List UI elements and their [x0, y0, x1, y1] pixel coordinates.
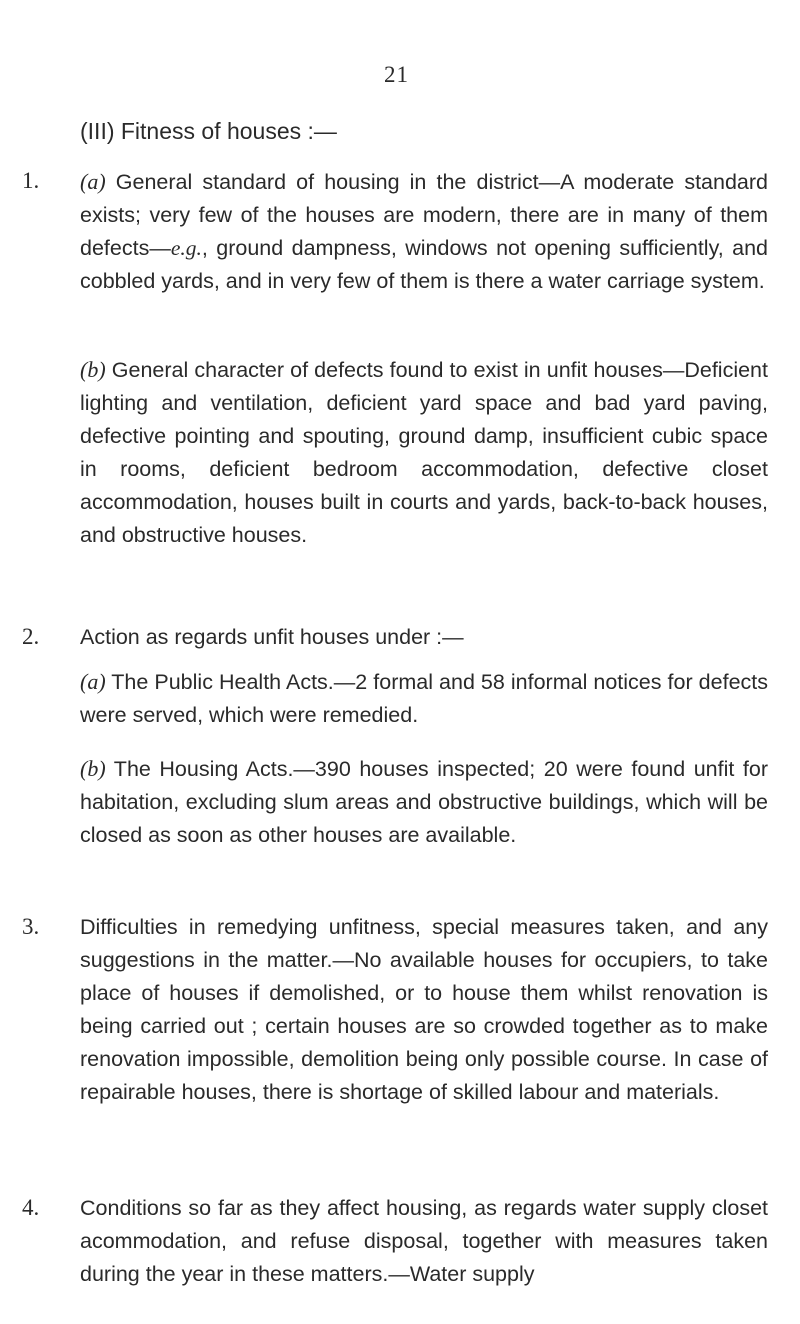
paragraph-label: (a) [80, 169, 106, 194]
paragraph-1a [80, 165, 768, 298]
paragraph-3: Difficulties in remedying unfitness, special measures taken, and any suggestions in the matter.—No available houses for occupiers, to take place of houses if demolished, or to house them whilst renovation is being carried out ; certain houses are so crowded together as to make renovation impossible, demolition being only possible course. In case of repairable houses, there is shortage of skilled labour and materials. [80, 915, 768, 1104]
paragraph-label: (a) [80, 669, 106, 694]
paragraph-text: General standard of housing in the district—A moderate standard exists; very few of the houses are modern, there are in many of them defects— [80, 170, 768, 260]
paragraph-text: The Public Health Acts.—2 formal and 58 informal notices for defects were served, which were remedied. [80, 670, 768, 727]
section-number: 3. [22, 914, 40, 939]
paragraph-2a [80, 665, 768, 732]
section-number: 2. [22, 624, 40, 649]
section-number: 4. [22, 1195, 40, 1220]
paragraph-italic: e.g. [170, 236, 202, 260]
paragraph-text-after: , ground dampness, windows not opening sufficiently, and cobbled yards, and in very few of them is there a water carriage system. [80, 236, 768, 293]
paragraph-text: The Housing Acts.—390 houses inspected; 20 were found unfit for habitation, excluding slum areas and obstructive buildings, which will be closed as soon as other houses are available. [80, 757, 768, 847]
page-number: 21 [384, 62, 409, 87]
paragraph-label: (b) [80, 756, 106, 781]
section-heading: (III) Fitness of houses :— [80, 118, 337, 144]
paragraph-4: Conditions so far as they affect housing, as regards water supply closet acommodation, and refuse disposal, together with measures taken during the year in these matters.—Water supply [80, 1196, 768, 1286]
section-number: 1. [22, 168, 40, 193]
paragraph-1b [80, 353, 768, 552]
paragraph-2b [80, 752, 768, 852]
paragraph-label: (b) [80, 357, 106, 382]
section-2-intro: Action as regards unfit houses under :— [80, 625, 464, 649]
paragraph-text: General character of defects found to exist in unfit houses—Deficient lighting and ventilation, deficient yard space and bad yard paving, defective pointing and spouting, ground damp, insufficient cubic space in rooms, deficient bedroom accommodation, defective closet accommodation, houses built in courts and yards, back-to-back houses, and obstructive houses. [80, 358, 768, 547]
